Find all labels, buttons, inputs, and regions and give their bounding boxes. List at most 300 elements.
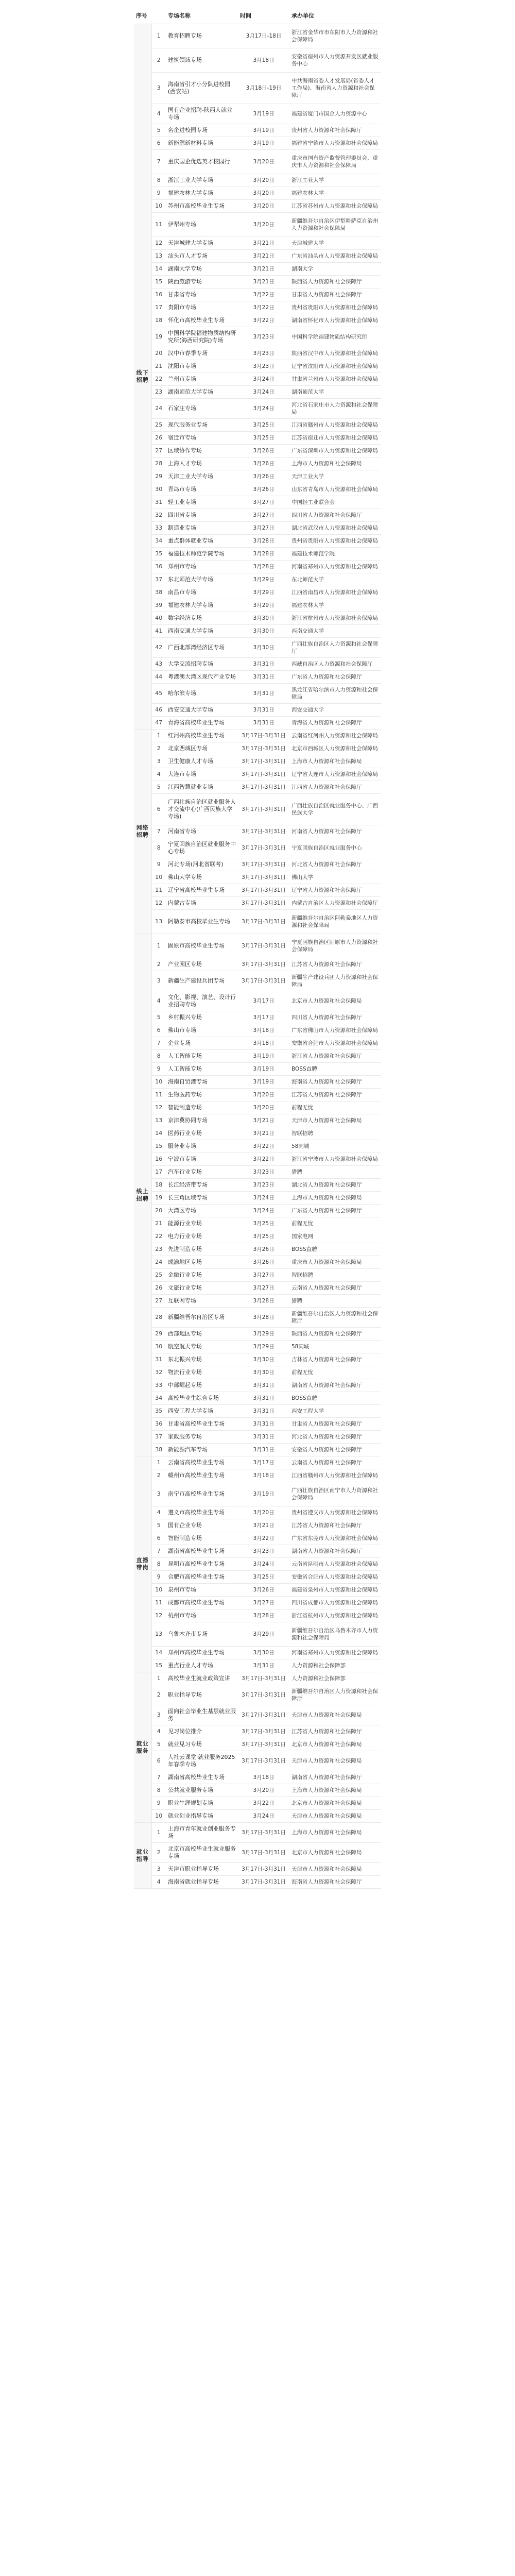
event-date: 3月29日 [238, 586, 289, 599]
row-number: 10 [151, 200, 166, 213]
organizer: 前程无忧 [289, 1217, 381, 1230]
table-row [134, 825, 381, 838]
row-number: 15 [151, 1140, 166, 1153]
event-name: 职业生涯规划专场 [166, 1797, 238, 1810]
row-number: 22 [151, 1230, 166, 1243]
row-number: 14 [151, 1127, 166, 1140]
event-date: 3月29日 [238, 1341, 289, 1353]
event-name: 云南省高校毕业生专场 [166, 1456, 238, 1469]
event-name: 湖南大学专场 [166, 263, 238, 276]
organizer: 海南省人力资源和社会保障厅 [289, 1876, 381, 1889]
organizer: 前程无忧 [289, 1366, 381, 1379]
organizer: 广西壮族自治区就业服务中心、广西民族大学 [289, 794, 381, 825]
event-date: 3月23日 [238, 347, 289, 360]
table-row [134, 1269, 381, 1282]
organizer: 北京市人力资源和社会保障局 [289, 1797, 381, 1810]
organizer: 广西壮族自治区南宁市人力资源和社会保障局 [289, 1482, 381, 1506]
event-name: 浙江工业大学专场 [166, 174, 238, 187]
table-row [134, 755, 381, 768]
event-date: 3月29日 [238, 599, 289, 612]
row-number: 10 [151, 1810, 166, 1823]
event-date: 3月17日 [238, 1011, 289, 1024]
header-category: 序号 [134, 9, 151, 24]
event-name: 文旅行业专场 [166, 1282, 238, 1295]
row-number: 7 [151, 1771, 166, 1784]
organizer: 人力资源和社会保障部 [289, 1659, 381, 1672]
event-date: 3月26日 [238, 457, 289, 470]
event-date: 3月31日 [238, 1444, 289, 1456]
event-date: 3月26日 [238, 1584, 289, 1597]
event-date: 3月28日 [238, 561, 289, 573]
event-date: 3月23日 [238, 360, 289, 373]
organizer: 智联招聘 [289, 1269, 381, 1282]
organizer: 58同城 [289, 1140, 381, 1153]
table-row [134, 684, 381, 704]
event-name: 郑州市专场 [166, 561, 238, 573]
table-row [134, 573, 381, 586]
event-name: 陕西旅游专场 [166, 276, 238, 289]
table-row [134, 1256, 381, 1269]
organizer: 广东省人力资源和社会保障厅 [289, 1205, 381, 1217]
organizer: 江苏省人力资源和社会保障厅 [289, 958, 381, 971]
table-row [134, 717, 381, 730]
event-name: 合肥市高校毕业生专场 [166, 1571, 238, 1584]
organizer: 北京市人力资源和社会保障局 [289, 1738, 381, 1751]
table-row [134, 1519, 381, 1532]
row-number: 8 [151, 1784, 166, 1797]
event-name: 固原市高校毕业生专场 [166, 934, 238, 958]
event-date: 3月31日 [238, 658, 289, 671]
event-name: 重点群体就业专场 [166, 535, 238, 548]
event-name: 辽宁省高校毕业生专场 [166, 884, 238, 897]
table-row [134, 137, 381, 150]
event-name: 沈阳市专场 [166, 360, 238, 373]
organizer: 上海市人力资源和社会保障局 [289, 1823, 381, 1843]
row-number: 8 [151, 1558, 166, 1571]
event-date: 3月18日 [238, 1037, 289, 1050]
header-no [151, 9, 166, 24]
event-date: 3月23日 [238, 1166, 289, 1179]
event-date: 3月23日 [238, 1545, 289, 1558]
event-name: 新能源新材料专场 [166, 137, 238, 150]
table-row [134, 884, 381, 897]
row-number: 5 [151, 1519, 166, 1532]
row-number: 10 [151, 1076, 166, 1089]
header-row [134, 9, 381, 24]
organizer: 天津市人力资源和社会保障局 [289, 1114, 381, 1127]
event-date: 3月21日 [238, 250, 289, 263]
organizer: 新疆维吾尔自治区乌鲁木齐市人力资源和社会保障局 [289, 1622, 381, 1647]
row-number: 4 [151, 768, 166, 781]
table-row [134, 1153, 381, 1166]
organizer: 黑龙江省哈尔滨市人力资源和社会保障局 [289, 684, 381, 704]
event-date: 3月26日 [238, 445, 289, 457]
row-number: 1 [151, 1823, 166, 1843]
row-number: 13 [151, 250, 166, 263]
table-row [134, 1089, 381, 1101]
event-date: 3月27日 [238, 1597, 289, 1609]
table-row [134, 1295, 381, 1308]
event-date: 3月19日 [238, 1050, 289, 1063]
organizer: BOSS直聘 [289, 1063, 381, 1076]
event-date: 3月25日 [238, 432, 289, 445]
event-name: 就业创业指导专场 [166, 1810, 238, 1823]
event-name: 人工智能专场 [166, 1050, 238, 1063]
header-name: 专场名称 [166, 9, 238, 24]
event-name: 上海人才专场 [166, 457, 238, 470]
event-name: 重庆国企优选英才校园行 [166, 150, 238, 174]
row-number: 7 [151, 150, 166, 174]
row-number: 14 [151, 263, 166, 276]
organizer: 四川省成都市人力资源和社会保障局 [289, 1597, 381, 1609]
table-row [134, 276, 381, 289]
row-number: 47 [151, 717, 166, 730]
row-number: 25 [151, 1269, 166, 1282]
event-name: 汽车行业专场 [166, 1166, 238, 1179]
table-row [134, 1217, 381, 1230]
event-name: 乡村振兴专场 [166, 1011, 238, 1024]
organizer: 福建农林大学 [289, 187, 381, 200]
row-number: 12 [151, 1101, 166, 1114]
row-number: 3 [151, 755, 166, 768]
organizer: 猎聘 [289, 1295, 381, 1308]
table-row [134, 910, 381, 934]
organizer: 河北省人力资源和社会保障厅 [289, 858, 381, 871]
row-number: 43 [151, 658, 166, 671]
organizer: 新疆维吾尔自治区阿勒泰地区人力资源和社会保障局 [289, 910, 381, 934]
event-date: 3月17日-3月31日 [238, 825, 289, 838]
organizer: 广东省人力资源和社会保障厅 [289, 671, 381, 684]
event-name: 乌鲁木齐市专场 [166, 1622, 238, 1647]
event-name: 郑州市高校毕业生专场 [166, 1647, 238, 1659]
row-number: 34 [151, 535, 166, 548]
organizer: 河南省郑州市人力资源和社会保障局 [289, 561, 381, 573]
organizer: 四川省人力资源和社会保障厅 [289, 1011, 381, 1024]
row-number: 5 [151, 1738, 166, 1751]
row-number: 20 [151, 347, 166, 360]
table-row [134, 373, 381, 386]
table-row [134, 432, 381, 445]
table-row [134, 1076, 381, 1089]
event-name: 互联网专场 [166, 1295, 238, 1308]
organizer: 辽宁省人力资源和社会保障厅 [289, 884, 381, 897]
table-row [134, 24, 381, 48]
row-number: 12 [151, 237, 166, 250]
table-row [134, 496, 381, 509]
table-row [134, 1114, 381, 1127]
table-row [134, 386, 381, 399]
event-name: 国有企业招聘-陕西人就业专场 [166, 104, 238, 124]
event-name: 南宁市高校毕业生专场 [166, 1482, 238, 1506]
event-name: 西南交通大学专场 [166, 625, 238, 638]
event-name: 家政服务专场 [166, 1431, 238, 1444]
row-number: 16 [151, 1153, 166, 1166]
event-name: 广西北部湾经济区专场 [166, 638, 238, 658]
table-row [134, 1584, 381, 1597]
event-name: 湖南省高校毕业生专场 [166, 1545, 238, 1558]
event-date: 3月28日 [238, 535, 289, 548]
row-number: 20 [151, 1205, 166, 1217]
organizer: 福建省泉州市人力资源和社会保障局 [289, 1584, 381, 1597]
event-date: 3月30日 [238, 1647, 289, 1659]
table-row [134, 419, 381, 432]
table-row [134, 483, 381, 496]
event-name: 贵阳市专场 [166, 301, 238, 314]
table-row [134, 838, 381, 858]
row-number: 6 [151, 1532, 166, 1545]
organizer: 湖南师范大学 [289, 386, 381, 399]
event-name: 卫生健康人才专场 [166, 755, 238, 768]
event-name: 新能源汽车专场 [166, 1444, 238, 1456]
event-name: 江西智慧就业专场 [166, 781, 238, 794]
table-row [134, 1366, 381, 1379]
event-name: 佛山大学专场 [166, 871, 238, 884]
row-number: 27 [151, 1295, 166, 1308]
event-date: 3月29日 [238, 1328, 289, 1341]
row-number: 7 [151, 1037, 166, 1050]
table-row [134, 794, 381, 825]
row-number: 15 [151, 276, 166, 289]
row-number: 26 [151, 1282, 166, 1295]
organizer: 陕西省人力资源和社会保障厅 [289, 1328, 381, 1341]
table-row [134, 470, 381, 483]
row-number: 6 [151, 137, 166, 150]
organizer: BOSS直聘 [289, 1392, 381, 1405]
organizer: 上海市人力资源和社会保障局 [289, 755, 381, 768]
organizer: 浙江省金华市市东阳市人力资源和社会保障局 [289, 24, 381, 48]
table-row [134, 971, 381, 991]
organizer: 四川省人力资源和社会保障厅 [289, 509, 381, 522]
organizer: 湖南省怀化市人力资源和社会保障局 [289, 314, 381, 327]
event-name: 重点行业人才专场 [166, 1659, 238, 1672]
row-number: 1 [151, 1672, 166, 1685]
table-row [134, 73, 381, 104]
row-number: 1 [151, 24, 166, 48]
row-number: 9 [151, 858, 166, 871]
event-date: 3月25日 [238, 419, 289, 432]
table-row [134, 314, 381, 327]
table-row [134, 150, 381, 174]
row-number: 36 [151, 561, 166, 573]
row-number: 2 [151, 958, 166, 971]
event-date: 3月27日 [238, 1282, 289, 1295]
event-date: 3月17日-3月31日 [238, 742, 289, 755]
organizer: 新疆维吾尔自治区人力资源和社会保障厅 [289, 1308, 381, 1328]
event-name: 天津城建大学专场 [166, 237, 238, 250]
row-number: 4 [151, 1506, 166, 1519]
row-number: 8 [151, 1050, 166, 1063]
table-row [134, 1672, 381, 1685]
event-date: 3月31日 [238, 1392, 289, 1405]
event-date: 3月21日 [238, 263, 289, 276]
organizer: 湖南省人力资源和社会保障厅 [289, 1545, 381, 1558]
row-number: 3 [151, 1705, 166, 1725]
row-number: 3 [151, 73, 166, 104]
row-number: 2 [151, 1685, 166, 1705]
event-name: 宁夏回族自治区就业服务中心专场 [166, 838, 238, 858]
event-date: 3月26日 [238, 1243, 289, 1256]
event-name: 现代服务业专场 [166, 419, 238, 432]
row-number: 11 [151, 884, 166, 897]
row-number: 18 [151, 314, 166, 327]
table-row [134, 1876, 381, 1889]
event-name: 智能制造专场 [166, 1532, 238, 1545]
table-row [134, 124, 381, 137]
table-row [134, 457, 381, 470]
table-row [134, 671, 381, 684]
event-date: 3月17日-3月31日 [238, 781, 289, 794]
event-name: 企业专场 [166, 1037, 238, 1050]
row-number: 6 [151, 1751, 166, 1771]
event-date: 3月18日 [238, 48, 289, 73]
row-number: 4 [151, 991, 166, 1011]
organizer: 云南省昆明市人力资源和社会保障局 [289, 1558, 381, 1571]
row-number: 2 [151, 1843, 166, 1863]
organizer: 天津市人力资源和社会保障局 [289, 1810, 381, 1823]
event-date: 3月20日 [238, 1089, 289, 1101]
table-row [134, 1784, 381, 1797]
row-number: 1 [151, 934, 166, 958]
event-name: 中部崛起专场 [166, 1379, 238, 1392]
row-number: 30 [151, 483, 166, 496]
row-number: 17 [151, 301, 166, 314]
organizer: 甘肃省兰州市人力资源和社会保障局 [289, 373, 381, 386]
table-row [134, 1050, 381, 1063]
table-row [134, 1392, 381, 1405]
row-number: 39 [151, 599, 166, 612]
row-number: 4 [151, 104, 166, 124]
organizer: 安徽省合肥市人力资源和社会保障局 [289, 1571, 381, 1584]
table-row [134, 768, 381, 781]
organizer: 重庆市人力资源和社会保障局 [289, 1256, 381, 1269]
event-date: 3月17日-3月31日 [238, 1876, 289, 1889]
table-row [134, 1571, 381, 1584]
event-date: 3月17日-3月31日 [238, 1823, 289, 1843]
event-name: 见习岗位推介 [166, 1725, 238, 1738]
event-name: 物流行业专场 [166, 1366, 238, 1379]
row-number: 28 [151, 457, 166, 470]
event-date: 3月17日-18日 [238, 24, 289, 48]
organizer: 国家电网 [289, 1230, 381, 1243]
event-date: 3月21日 [238, 1519, 289, 1532]
row-number: 38 [151, 1444, 166, 1456]
event-name: 上海市青年就业创业服务专场 [166, 1823, 238, 1843]
event-date: 3月17日-3月31日 [238, 838, 289, 858]
event-date: 3月25日 [238, 1217, 289, 1230]
event-date: 3月26日 [238, 470, 289, 483]
event-date: 3月21日 [238, 276, 289, 289]
organizer: 宁夏回族自治区就业服务中心 [289, 838, 381, 858]
row-number: 25 [151, 419, 166, 432]
organizer: 贵州省人力资源和社会保障厅 [289, 124, 381, 137]
table-row [134, 897, 381, 910]
event-date: 3月29日 [238, 1622, 289, 1647]
organizer: 天津市人力资源和社会保障局 [289, 1751, 381, 1771]
organizer: 上海市人力资源和社会保障局 [289, 1784, 381, 1797]
event-date: 3月21日 [238, 1127, 289, 1140]
event-name: 长三角区域专场 [166, 1192, 238, 1205]
row-number: 15 [151, 1659, 166, 1672]
table-row [134, 301, 381, 314]
table-row [134, 1597, 381, 1609]
event-name: 大连市专场 [166, 768, 238, 781]
event-name: 中国科学院福建物质结构研究所(海西研究院)专场 [166, 327, 238, 347]
organizer: 浙江工业大学 [289, 174, 381, 187]
table-row [134, 1011, 381, 1024]
row-number: 34 [151, 1392, 166, 1405]
table-row [134, 1179, 381, 1192]
event-date: 3月20日 [238, 213, 289, 237]
table-row [134, 1166, 381, 1179]
organizer: 北京市西城区人力资源和社会保障局 [289, 742, 381, 755]
event-name: 怀化市高校毕业生专场 [166, 314, 238, 327]
event-date: 3月18日 [238, 1024, 289, 1037]
event-date: 3月23日 [238, 1179, 289, 1192]
event-name: 西安交通大学专场 [166, 704, 238, 717]
event-date: 3月24日 [238, 1810, 289, 1823]
row-number: 44 [151, 671, 166, 684]
row-number: 10 [151, 1584, 166, 1597]
event-name: 数字经济专场 [166, 612, 238, 625]
table-row [134, 1622, 381, 1647]
event-name: 昆明市高校毕业生专场 [166, 1558, 238, 1571]
event-date: 3月24日 [238, 1205, 289, 1217]
row-number: 10 [151, 871, 166, 884]
event-name: 国有企业专场 [166, 1519, 238, 1532]
row-number: 4 [151, 1876, 166, 1889]
row-number: 9 [151, 1571, 166, 1584]
organizer: 吉林省人力资源和社会保障厅 [289, 1353, 381, 1366]
event-date: 3月26日 [238, 483, 289, 496]
organizer: 新疆生产建设兵团人力资源和社会保障局 [289, 971, 381, 991]
event-date: 3月22日 [238, 314, 289, 327]
organizer: 辽宁省沈阳市人力资源和社会保障局 [289, 360, 381, 373]
table-row [134, 1685, 381, 1705]
organizer: 宁夏回族自治区固原市人力资源和社会保障局 [289, 934, 381, 958]
event-name: 服务业专场 [166, 1140, 238, 1153]
row-number: 6 [151, 1024, 166, 1037]
organizer: 贵州省贵阳市人力资源和社会保障局 [289, 301, 381, 314]
organizer: 天津市人力资源和社会保障局 [289, 1863, 381, 1876]
organizer: 河北省石家庄市人力资源和社会保障局 [289, 399, 381, 419]
header-org: 承办单位 [289, 9, 381, 24]
event-name: 公共就业服务专场 [166, 1784, 238, 1797]
table-row [134, 781, 381, 794]
event-date: 3月17日-3月31日 [238, 1725, 289, 1738]
event-name: 区域协作专场 [166, 445, 238, 457]
table-row [134, 730, 381, 742]
event-date: 3月28日 [238, 1308, 289, 1328]
event-name: 先进制造专场 [166, 1243, 238, 1256]
organizer: 江苏省人力资源和社会保障厅 [289, 1519, 381, 1532]
event-name: 京津冀协同专场 [166, 1114, 238, 1127]
organizer: 云南省红河州人力资源和社会保障局 [289, 730, 381, 742]
event-date: 3月17日-3月31日 [238, 1685, 289, 1705]
table-row [134, 1771, 381, 1784]
event-date: 3月27日 [238, 1269, 289, 1282]
event-date: 3月21日 [238, 237, 289, 250]
organizer: 浙江省人力资源和社会保障厅 [289, 1050, 381, 1063]
event-date: 3月30日 [238, 612, 289, 625]
event-date: 3月19日 [238, 104, 289, 124]
event-name: 高校毕业生就业政策宣讲 [166, 1672, 238, 1685]
event-name: 名企进校园专场 [166, 124, 238, 137]
table-row [134, 1725, 381, 1738]
event-name: 东北振兴专场 [166, 1353, 238, 1366]
organizer: 湖北省武汉市人力资源和社会保障局 [289, 522, 381, 535]
event-name: 海南自贸港专场 [166, 1076, 238, 1089]
row-number: 11 [151, 1597, 166, 1609]
